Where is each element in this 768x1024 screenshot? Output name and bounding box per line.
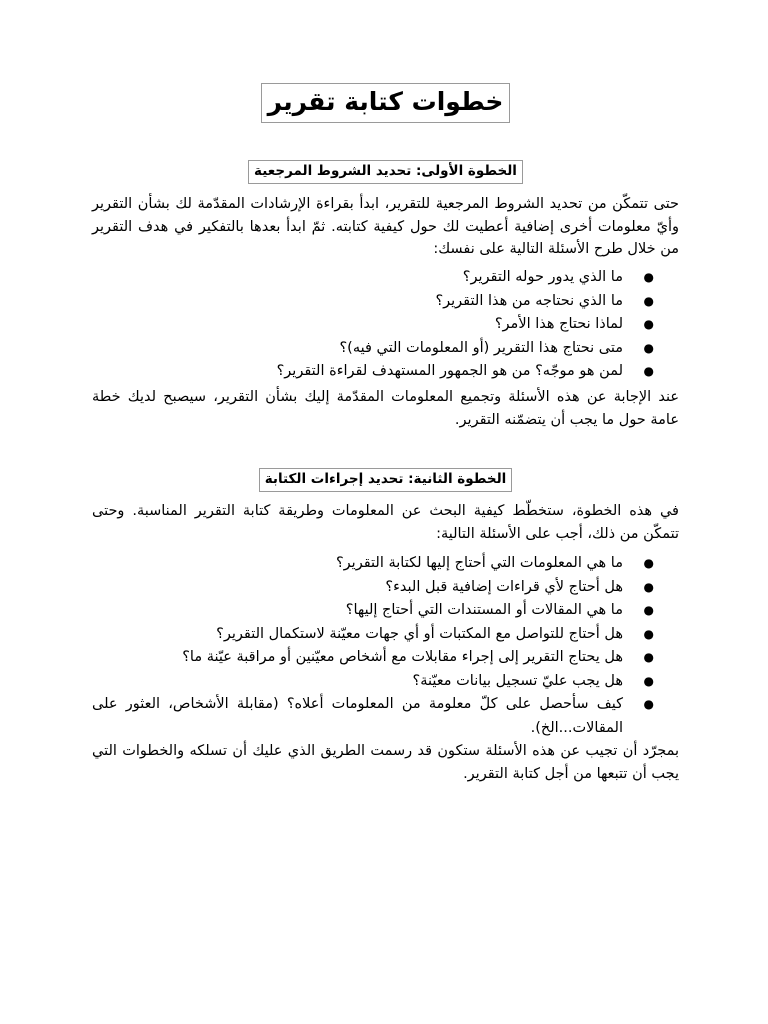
list-item-text: ما هي المعلومات التي أحتاج إليها لكتابة التقرير؟: [335, 555, 623, 571]
list-item: [92, 313, 679, 337]
section-1-intro: حتى تتمكّن من تحديد الشروط المرجعية للتقرير، ابدأ بقراءة الإرشادات المقدّمة لك بشأن التقرير وأيّ معلومات أخرى إضافية أعطيت لك حول كيفية كتابته. ثمّ ابدأ بعدها بالتفكير في هدف التقرير من خلال طرح الأسئلة التالية على نفسك:: [92, 196, 679, 257]
list-item: [92, 576, 679, 600]
list-item: [92, 623, 679, 647]
list-item-text: هل أحتاج للتواصل مع المكتبات أو أي جهات معيّنة لاستكمال التقرير؟: [216, 625, 623, 642]
section-2-heading: الخطوة الثانية: تحديد إجراءات الكتابة: [259, 468, 513, 492]
list-item: [92, 290, 679, 314]
section-1-heading: الخطوة الأولى: تحديد الشروط المرجعية: [248, 160, 523, 184]
list-item-text: هل أحتاج لأي قراءات إضافية قبل البدء؟: [385, 578, 623, 595]
list-item-text: هل يجب عليّ تسجيل بيانات معيّنة؟: [412, 672, 623, 689]
list-item-text: ما الذي نحتاجه من هذا التقرير؟: [435, 292, 623, 309]
list-item-text: ما هي المقالات أو المستندات التي أحتاج إليها؟: [345, 602, 623, 618]
bullet-icon: ●: [643, 603, 654, 617]
bullet-icon: ●: [643, 364, 654, 378]
bullet-icon: ●: [643, 697, 654, 711]
list-item: [92, 552, 679, 576]
section-1-outro: عند الإجابة عن هذه الأسئلة وتجميع المعلومات المقدّمة إليك بشأن التقرير، سيصبح لديك خطة عامة حول ما يجب أن يتضمّنه التقرير.: [92, 389, 679, 428]
bullet-icon: ●: [643, 317, 654, 331]
title-container: [92, 83, 679, 123]
list-item-text: متى نحتاج هذا التقرير (أو المعلومات التي فيه)؟: [339, 339, 623, 356]
section-2-heading-container: [92, 468, 679, 492]
bullet-icon: ●: [643, 650, 654, 664]
list-item: [92, 360, 679, 384]
list-item-text: لماذا نحتاج هذا الأمر؟: [494, 316, 623, 332]
list-item: [92, 337, 679, 361]
bullet-icon: ●: [643, 579, 654, 594]
list-item: [92, 646, 679, 670]
list-item: [92, 693, 679, 740]
list-item: [92, 599, 679, 623]
section-2-question-list: [92, 552, 679, 740]
list-item-text: ما الذي يدور حوله التقرير؟: [462, 269, 623, 285]
section-1-heading-container: [92, 160, 679, 184]
list-item: [92, 670, 679, 694]
section-2-outro: بمجرّد أن تجيب عن هذه الأسئلة ستكون قد رسمت الطريق الذي عليك أن تسلكه والخطوات التي يجب أن تتبعها من أجل كتابة التقرير.: [92, 743, 679, 782]
list-item-text: لمن هو موجّه؟ من هو الجمهور المستهدف لقراءة التقرير؟: [276, 363, 623, 379]
bullet-icon: ●: [643, 626, 654, 641]
bullet-icon: ●: [643, 340, 654, 355]
section-1-question-list: [92, 266, 679, 384]
list-item-text: هل يحتاج التقرير إلى إجراء مقابلات مع أشخاص معيّنين أو مراقبة عيّنة ما؟: [182, 649, 623, 665]
bullet-icon: ●: [643, 293, 654, 308]
document-title: خطوات كتابة تقرير: [261, 83, 511, 123]
section-2-intro: في هذه الخطوة، ستخطّط كيفية البحث عن المعلومات وطريقة كتابة التقرير المناسبة. وحتى تتمكّن من ذلك، أجب على الأسئلة التالية:: [92, 503, 679, 542]
bullet-icon: ●: [643, 556, 654, 570]
list-item-text: كيف سأحصل على كلّ معلومة من المعلومات أعلاه؟ (مقابلة الأشخاص، العثور على المقالات...الخ).: [92, 696, 623, 736]
bullet-icon: ●: [643, 673, 654, 688]
document-page: [92, 0, 679, 1024]
bullet-icon: ●: [643, 270, 654, 284]
list-item: [92, 266, 679, 290]
